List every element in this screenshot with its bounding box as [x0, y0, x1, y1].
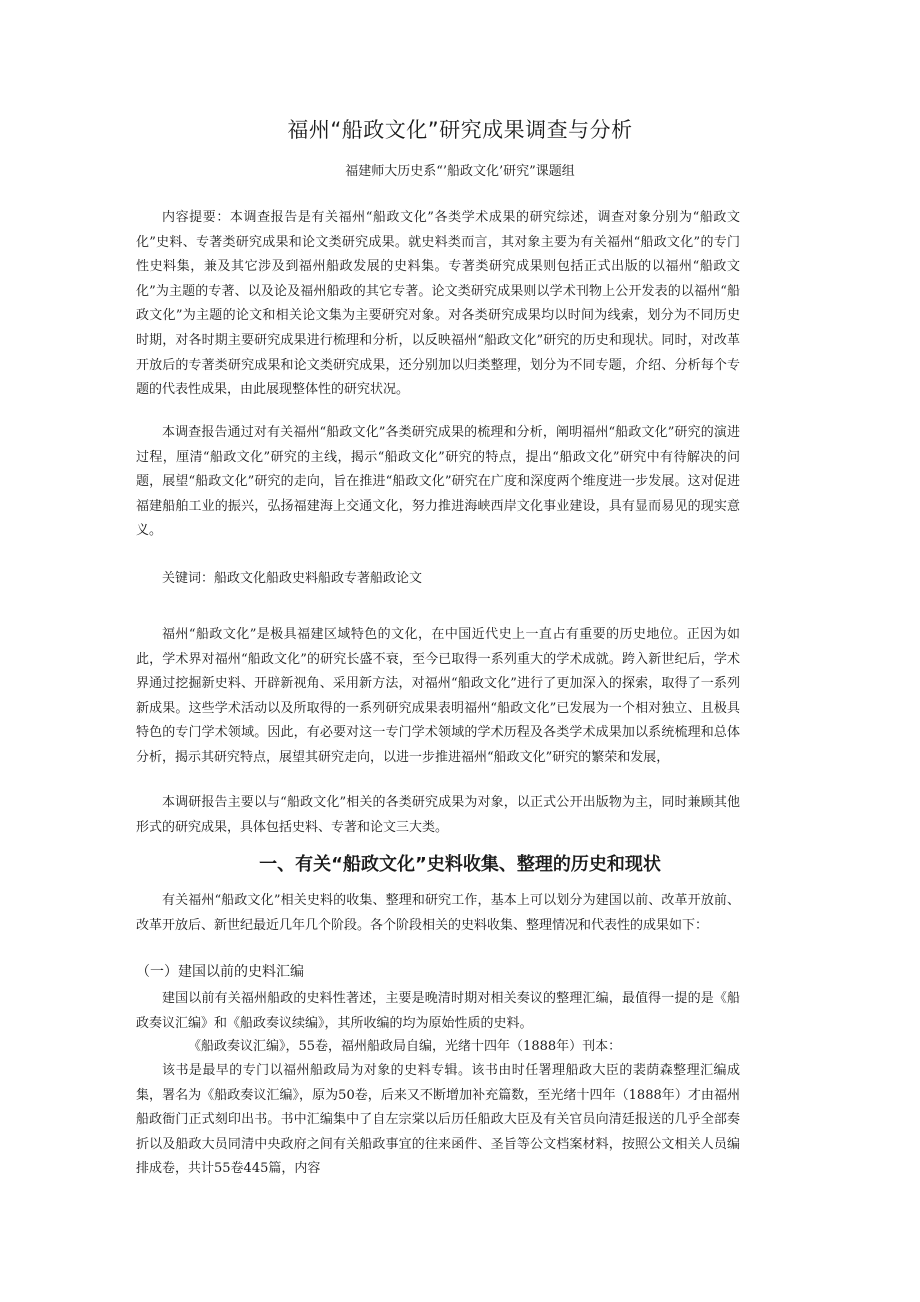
document-title: 福州“船政文化”研究成果调查与分析 [287, 118, 633, 142]
book-entry: 《船政奏议汇编》，55卷，福州船政局自编，光绪十四年（1888年）刊本： [188, 1039, 622, 1054]
subsection-1-paragraph: 建国以前有关福州船政的史料性著述，主要是晚清时期对相关奏议的整理汇编，最值得一提的是《船政奏议汇编》和《船政奏议续编》，其所收编的均为原始性质的史料。 [136, 991, 740, 1031]
intro-paragraph-1: 福州“船政文化”是极具福建区域特色的文化，在中国近代史上一直占有重要的历史地位。正因为如此，学术界对福州“船政文化”的研究长盛不衰，至今已取得一系列重大的学术成就。跨入新世纪后，学术界通过挖掘新史料、开辟新视角、采用新方法，对福州“船政文化”进行了更加深入的探索，取得了一系列新成果。这些学术活动以及所取得的一系列研究成果表明福州“船政文化”已发展为一个相对独立、且极具特色的专门学术领域。因此，有必要对这一专门学术领域的学术历程及各类学术成果加以系统梳理和总体分析，揭示其研究特点，展望其研究走向，以进一步推进福州“船政文化”研究的繁荣和发展， [136, 627, 740, 765]
abstract-paragraph-2: 本调查报告通过对有关福州“船政文化”各类研究成果的梳理和分析，阐明福州“船政文化”研究的演进过程，厘清“船政文化”研究的主线，揭示“船政文化”研究的特点，提出“船政文化”研究中有待解决的问题，展望“船政文化”研究的走向，旨在推进“船政文化”研究在广度和深度两个维度进一步发展。这对促进福建船舶工业的振兴，弘扬福建海上交通文化，努力推进海峡西岸文化事业建设，具有显而易见的现实意义。 [136, 425, 740, 539]
intro-paragraph-2: 本调研报告主要以与“船政文化”相关的各类研究成果为对象，以正式公开出版物为主，同时兼顾其他形式的研究成果，具体包括史料、专著和论文三大类。 [136, 795, 740, 835]
section-heading-1: 一、有关“船政文化”史料收集、整理的历史和现状 [259, 854, 661, 875]
keywords-line: 关键词：船政文化船政史料船政专著船政论文 [162, 571, 423, 586]
book-description: 该书是最早的专门以福州船政局为对象的史料专辑。该书由时任署理船政大臣的裴荫森整理汇编成集，署名为《船政奏议汇编》，原为50卷，后来又不断增加补充篇数，至光绪十四年（1888年）才由福州船政衙门正式刻印出书。书中汇编集中了自左宗棠以后历任船政大臣及有关官员向清廷报送的几乎全部奏折以及船政大员同清中央政府之间有关船政事宜的往来函件、圣旨等公文档案材料，按照公文相关人员编排成卷，共计55卷445篇，内容 [136, 1063, 740, 1177]
document-subtitle: 福建师大历史系“’船政文化’研究”课题组 [345, 164, 575, 179]
section-1-paragraph: 有关福州“船政文化”相关史料的收集、整理和研究工作，基本上可以划分为建国以前、改革开放前、改革开放后、新世纪最近几年几个阶段。各个阶段相关的史料收集、整理情况和代表性的成果如下： [136, 893, 740, 933]
abstract-paragraph-1: 内容提要：本调查报告是有关福州“船政文化”各类学术成果的研究综述，调查对象分别为“船政文化”史料、专著类研究成果和论文类研究成果。就史料类而言，其对象主要为有关福州“船政文化”的专门性史料集，兼及其它涉及到福州船政发展的史料集。专著类研究成果则包括正式出版的以福州“船政文化”为主题的专著、以及论及福州船政的其它专著。论文类研究成果则以学术刊物上公开发表的以福州“船政文化”为主题的论文和相关论文集为主要研究对象。对各类研究成果均以时间为线索，划分为不同历史时期，对各时期主要研究成果进行梳理和分析，以反映福州“船政文化”研究的历史和现状。同时，对改革开放后的专著类研究成果和论文类研究成果，还分别加以归类整理，划分为不同专题，介绍、分析每个专题的代表性成果，由此展现整体性的研究状况。 [136, 210, 740, 398]
subsection-heading-1: （一）建国以前的史料汇编 [136, 964, 304, 980]
